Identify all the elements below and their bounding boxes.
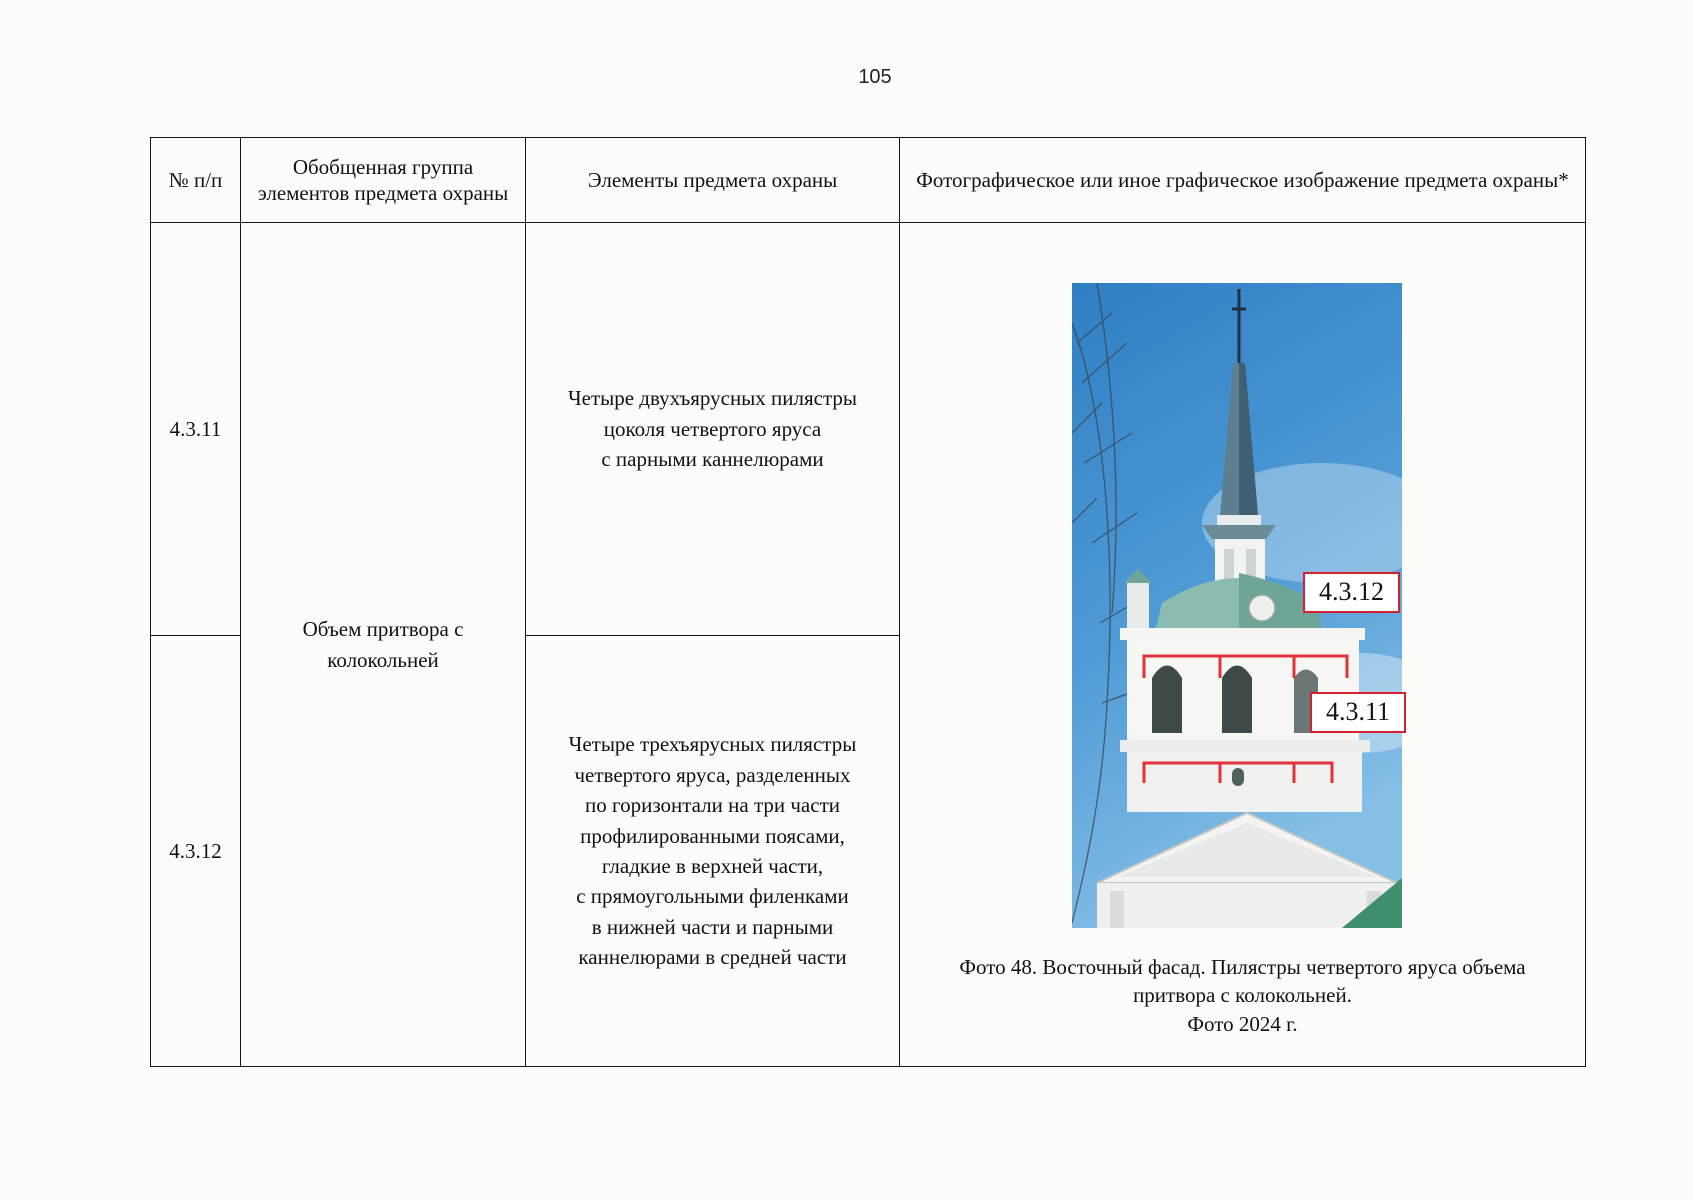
photo-label-4-3-12: 4.3.12 — [1303, 572, 1400, 613]
table-header-row — [151, 138, 1586, 223]
table-row — [151, 223, 1586, 636]
elements-line: по горизонтали на три части — [585, 793, 840, 818]
elements-line: в нижней части и парными — [591, 914, 834, 939]
elements-line: профилированными поясами, — [580, 823, 845, 848]
header-group: Обобщенная группа элементов предмета охраны — [241, 138, 526, 223]
elements-line: каннелюрами в средней части — [578, 945, 847, 970]
elements-cell — [526, 223, 900, 636]
caption-line: Фото 48. Восточный фасад. Пилястры четвертого яруса объема — [959, 955, 1526, 979]
elements-line: гладкие в верхней части, — [601, 854, 824, 878]
elements-line: Четыре двухъярусных пилястры — [567, 386, 858, 411]
row-number: 4.3.12 — [151, 636, 241, 1067]
protection-table — [150, 137, 1586, 1067]
group-cell: Объем притвора с колокольней — [241, 223, 526, 1067]
header-elements: Элементы предмета охраны — [526, 138, 900, 223]
elements-line: четвертого яруса, разделенных — [574, 762, 851, 787]
caption-line: Фото 2024 г. — [1187, 1011, 1298, 1036]
header-image: Фотографическое или иное графическое изображение предмета охраны* — [900, 138, 1586, 223]
photo-caption — [900, 953, 1585, 1038]
elements-line: с парными каннелюрами — [601, 447, 824, 472]
caption-line: притвора с колокольней. — [1133, 983, 1352, 1008]
elements-line: Четыре трехъярусных пилястры — [568, 732, 857, 757]
elements-cell — [526, 636, 900, 1067]
photo-cell — [900, 223, 1586, 1067]
row-number: 4.3.11 — [151, 223, 241, 636]
page-number: 105 — [858, 66, 892, 88]
photo-label-4-3-11: 4.3.11 — [1310, 692, 1406, 733]
elements-line: с прямоугольными филенками — [576, 884, 849, 909]
elements-line: цоколя четвертого яруса — [603, 416, 822, 441]
header-number: № п/п — [151, 138, 241, 223]
